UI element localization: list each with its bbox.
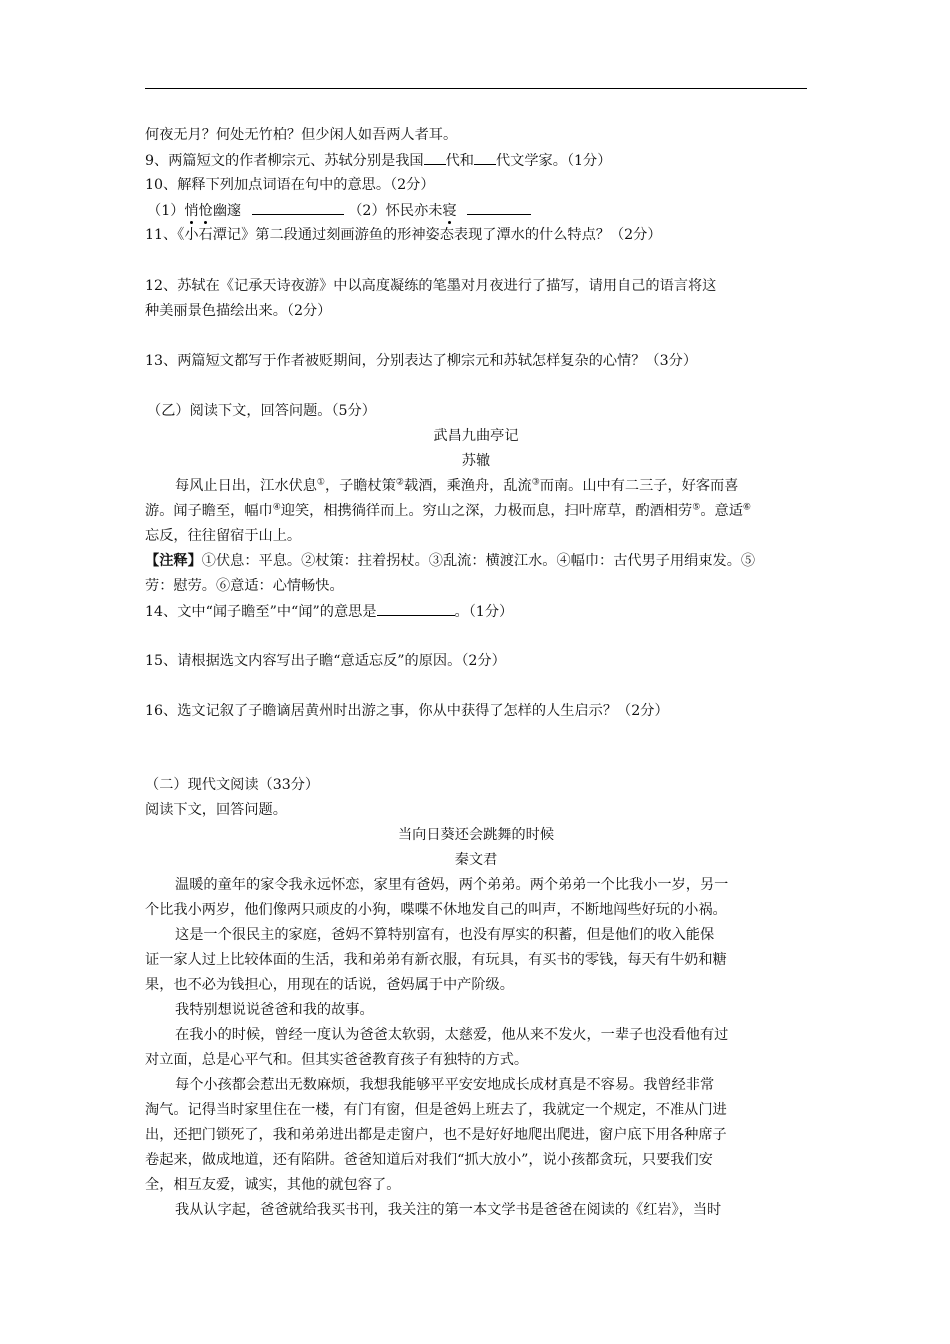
- text-segment: 载酒，乘渔舟，乱流: [404, 478, 532, 494]
- essay-line: 证一家人过上比较体面的生活，我和弟弟有新衣服，有玩具，有买书的零钱，每天有牛奶和糖: [145, 952, 727, 968]
- text-segment: 迎笑，相携徜徉而上。穷山之深，力极而息，扫叶席草，酌酒相劳: [280, 503, 693, 519]
- essay-title: 当向日葵还会跳舞的时候: [397, 827, 555, 843]
- essay-line: 在我小的时候，曾经一度认为爸爸太软弱，太慈爱，他从来不发火，一辈子也没看他有过: [175, 1027, 729, 1043]
- text-segment: 代和: [445, 153, 474, 169]
- text-segment: 。意适: [700, 503, 743, 519]
- notes-line-1: [145, 551, 755, 571]
- text-segment: 每风止日出，江水伏息: [175, 478, 317, 494]
- essay-line: 果，也不必为钱担心，用现在的话说，爸妈属于中产阶级。: [145, 977, 514, 993]
- text-segment: 幽邃: [212, 203, 242, 219]
- essay-author: 秦文君: [454, 852, 498, 868]
- text-segment: 。（1分）: [454, 604, 514, 620]
- text-segment: 14、文中“闻子瞻至”中“闻”的意思是: [145, 604, 377, 620]
- text-segment: 而南。山中有二三子，好客而喜: [539, 478, 739, 494]
- essay-line: 每个小孩都会惹出无数麻烦，我想我能够平平安安地成长成材真是不容易。我曾经非常: [175, 1077, 715, 1093]
- wen-line-2: [145, 501, 751, 521]
- section-er-heading: （二）现代文阅读（33分）: [145, 777, 320, 793]
- answer-blank[interactable]: [474, 150, 496, 165]
- text-segment: （1）: [147, 203, 185, 219]
- footnote-marker: ④: [272, 502, 281, 513]
- poem-line: 何夜无月？何处无竹柏？但少闲人如吾两人者耳。: [145, 127, 458, 143]
- question-13: 13、两篇短文都写于作者被贬期间，分别表达了柳宗元和苏轼怎样复杂的心情？（3分）: [145, 353, 698, 369]
- text-segment: ，子瞻杖策: [324, 478, 396, 494]
- question-11: 11、《小石潭记》第二段通过刻画游鱼的形神姿态表现了潭水的什么特点？（2分）: [145, 227, 662, 243]
- text-segment: 代文学家。（1分）: [495, 153, 612, 169]
- question-10: 10、解释下列加点词语在句中的意思。（2分）: [145, 177, 435, 193]
- essay-line: 这是一个很民主的家庭，爸妈不算特别富有，也没有厚实的积蓄，但是他们的收入能保: [175, 927, 715, 943]
- question-16: 16、选文记叙了子瞻谪居黄州时出游之事，你从中获得了怎样的人生启示？（2分）: [145, 703, 669, 719]
- wen-line-1: [175, 476, 738, 496]
- notes-label: 【注释】: [145, 553, 202, 569]
- footnote-marker: ⑥: [742, 502, 751, 513]
- question-15: 15、请根据选文内容写出子瞻“意适忘反”的原因。（2分）: [145, 653, 506, 669]
- question-12-line2: 种美丽景色描绘出来。（2分）: [145, 303, 332, 319]
- essay-line: 对立面，总是心平气和。但其实爸爸教育孩子有独特的方式。: [145, 1052, 529, 1068]
- section-yi-heading: （乙）阅读下文，回答问题。（5分）: [147, 403, 376, 419]
- footnote-marker: ③: [531, 477, 540, 488]
- dotted-word: 怆: [198, 203, 213, 219]
- dotted-word: 悄: [184, 203, 199, 219]
- text-segment: 游。闻子瞻至，幅巾: [145, 503, 273, 519]
- wen-title: 武昌九曲亭记: [433, 428, 519, 444]
- question-12-line1: 12、苏轼在《记承天诗夜游》中以高度凝练的笔墨对月夜进行了描写，请用自己的语言将这: [145, 278, 717, 294]
- footnote-marker: ①: [316, 477, 325, 488]
- wen-author: 苏辙: [461, 453, 491, 469]
- dotted-word: 寝: [442, 203, 457, 219]
- footnote-marker: ⑤: [692, 502, 701, 513]
- text-segment: ①伏息：平息。②杖策：拄着拐杖。③乱流：横渡江水。④幅巾：古代男子用绢束发。⑤: [201, 553, 756, 569]
- notes-line-2: 劳：慰劳。⑥意适：心情畅快。: [145, 578, 344, 594]
- text-segment: （2）怀民亦未: [348, 203, 443, 219]
- essay-line: 淘气。记得当时家里住在一楼，有门有窗，但是爸妈上班去了，我就定一个规定，不准从门进: [145, 1102, 727, 1118]
- header-rule: [145, 88, 807, 89]
- answer-blank[interactable]: [252, 200, 344, 215]
- text-segment: 9、两篇短文的作者柳宗元、苏轼分别是我国: [145, 153, 424, 169]
- essay-line: 我特别想说说爸爸和我的故事。: [175, 1002, 374, 1018]
- answer-blank[interactable]: [467, 200, 531, 215]
- footnote-marker: ②: [395, 477, 404, 488]
- essay-line: 出，还把门锁死了，我和弟弟进出都是走窗户，也不是好好地爬出爬进，窗户底下用各种席子: [145, 1127, 727, 1143]
- essay-line: 个比我小两岁，他们像两只顽皮的小狗，喋喋不休地发自己的叫声，不断地闯些好玩的小祸。: [145, 902, 727, 918]
- answer-blank[interactable]: [424, 150, 446, 165]
- question-9: [145, 150, 611, 171]
- wen-line-3: 忘反，往往留宿于山上。: [145, 528, 302, 544]
- section-er-instruction: 阅读下文，回答问题。: [145, 802, 287, 818]
- essay-line: 我从认字起，爸爸就给我买书刊，我关注的第一本文学书是爸爸在阅读的《红岩》，当时: [175, 1202, 722, 1218]
- question-10-items: [147, 200, 531, 221]
- question-14: [145, 601, 513, 622]
- answer-blank[interactable]: [377, 601, 455, 616]
- essay-line: 温暖的童年的家令我永远怀恋，家里有爸妈，两个弟弟。两个弟弟一个比我小一岁，另一: [175, 877, 729, 893]
- essay-line: 卷起来，做成地道，还有陷阱。爸爸知道后对我们“抓大放小”，说小孩都贪玩，只要我们安: [145, 1152, 713, 1168]
- essay-line: 全，相互友爱，诚实，其他的就包容了。: [145, 1177, 401, 1193]
